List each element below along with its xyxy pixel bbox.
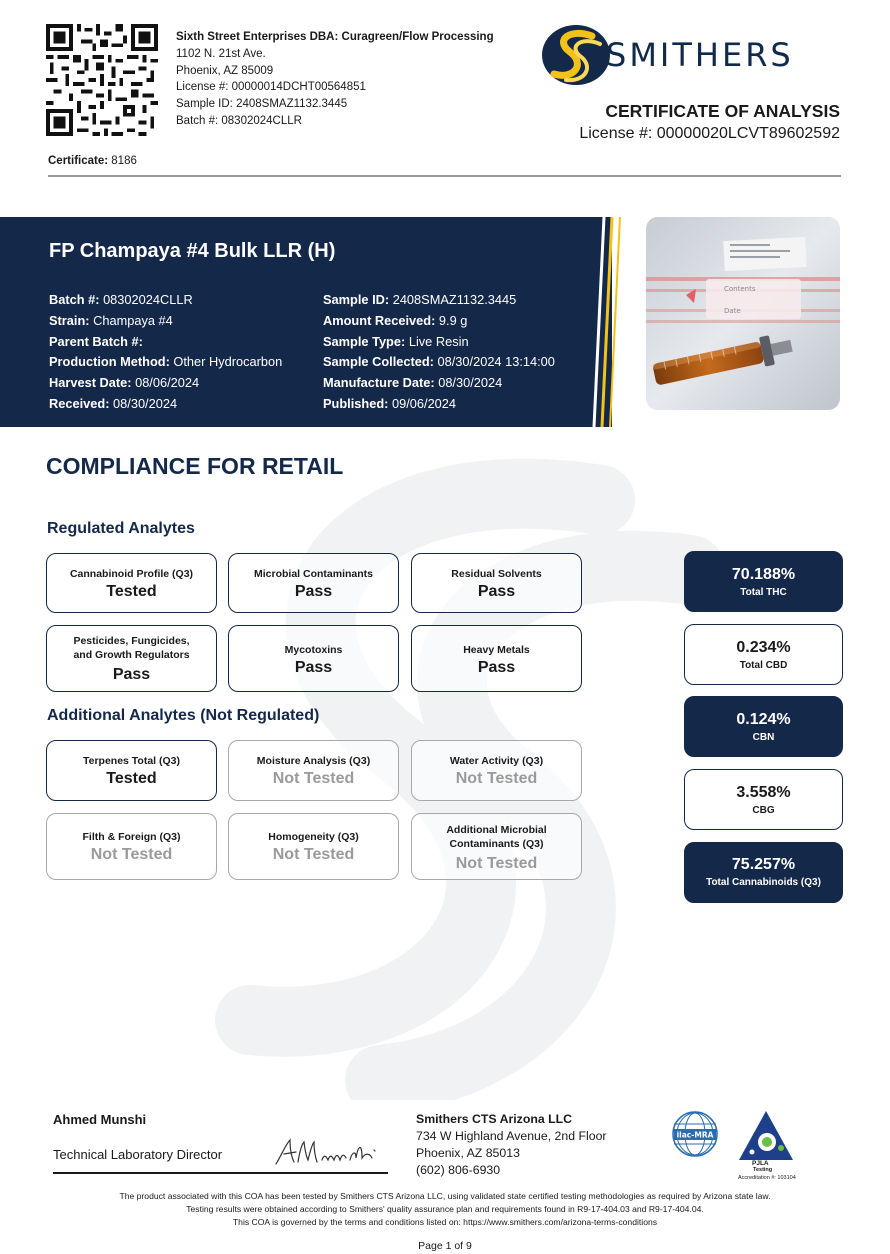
stat-value: 0.124% [736, 711, 791, 728]
tile-status: Not Tested [272, 770, 355, 787]
detail-row: Strain: Champaya #4 [49, 312, 173, 328]
tile-status: Not Tested [90, 846, 173, 863]
stat-total-cbd [684, 624, 843, 685]
certificate-number [48, 155, 137, 167]
certificate-label: Certificate: [48, 155, 109, 167]
svg-text:ilac-MRA: ilac-MRA [676, 1130, 714, 1140]
tile-moisture-analysis[interactable]: Moisture Analysis (Q3) Not Tested [228, 740, 399, 801]
coa-title: CERTIFICATE OF ANALYSIS [605, 101, 840, 121]
signer-title: Technical Laboratory Director [53, 1147, 223, 1162]
detail-row: Received: 08/30/2024 [49, 395, 178, 411]
stat-value: 3.558% [736, 784, 791, 801]
tile-mycotoxins[interactable]: Mycotoxins Pass [228, 625, 399, 692]
stat-label: Total THC [740, 587, 787, 598]
tile-status: Pass [477, 659, 516, 676]
regulated-analytes-heading: Regulated Analytes [47, 520, 195, 537]
ilac-mra-icon [670, 1110, 720, 1158]
stat-label: CBG [752, 805, 775, 816]
svg-text:Contents: Contents [724, 285, 756, 293]
lab-phone: (602) 806-6930 [416, 1163, 501, 1177]
tile-pesticides[interactable]: Pesticides, Fungicides, and Growth Regulators Pass [46, 625, 217, 692]
handwritten-signature [272, 1136, 382, 1168]
tile-terpenes-total[interactable]: Terpenes Total (Q3) Tested [46, 740, 217, 801]
sample-photo-image [646, 217, 840, 410]
tile-cannabinoid-profile[interactable]: Cannabinoid Profile (Q3) Tested [46, 553, 217, 613]
detail-row: Sample ID: 2408SMAZ1132.3445 [323, 292, 517, 307]
tile-status: Tested [106, 583, 157, 600]
tile-additional-microbial[interactable]: Additional Microbial Contaminants (Q3) Not Tested [411, 813, 582, 880]
tile-heavy-metals[interactable]: Heavy Metals Pass [411, 625, 582, 692]
signer-name: Ahmed Munshi [53, 1112, 147, 1127]
detail-row: Harvest Date: 08/06/2024 [49, 375, 200, 391]
detail-row: Manufacture Date: 08/30/2024 [323, 375, 503, 391]
tile-status: Not Tested [272, 846, 355, 863]
detail-row: Production Method: Other Hydrocarbon [49, 354, 283, 370]
certificate-value: 8186 [111, 155, 137, 167]
lab-license: License #: 00000020LCVT89602592 [579, 125, 840, 142]
pjla-accreditation-icon [736, 1108, 796, 1168]
tile-status: Pass [112, 666, 151, 683]
tile-status: Not Tested [455, 855, 538, 872]
additional-analytes-heading: Additional Analytes (Not Regulated) [47, 707, 320, 724]
product-title: FP Champaya #4 Bulk LLR (H) [49, 240, 336, 262]
pjla-label: PJLA Testing [752, 1160, 773, 1173]
product-details-left [49, 290, 282, 415]
svg-text:Date: Date [724, 307, 741, 315]
sample-photo [646, 217, 840, 410]
tile-status: Pass [294, 659, 333, 676]
client-sample-id: Sample ID: 2408SMAZ1132.3445 [176, 98, 348, 111]
signature-line [53, 1172, 388, 1174]
page-number: Page 1 of 9 [418, 1240, 472, 1252]
tile-homogeneity[interactable]: Homogeneity (Q3) Not Tested [228, 813, 399, 880]
detail-row: Batch #: 08302024CLLR [49, 292, 193, 307]
stat-label: Total CBD [739, 660, 788, 671]
terms-link[interactable]: This COA is governed by the terms and conditions listed on: https://www.smithers.com/arizona-terms-conditions [232, 1217, 658, 1227]
tile-residual-solvents[interactable]: Residual Solvents Pass [411, 553, 582, 613]
stat-total-thc [684, 551, 843, 612]
stat-cbn [684, 696, 843, 757]
tile-status: Pass [294, 583, 333, 600]
tile-microbial-contaminants[interactable]: Microbial Contaminants Pass [228, 553, 399, 613]
lab-address: Smithers CTS Arizona LLC 734 W Highland Avenue, 2nd Floor Phoenix, AZ 85013 (602) 806-6930 [416, 1112, 607, 1177]
header-divider [48, 175, 841, 177]
detail-row: Published: 09/06/2024 [323, 395, 457, 411]
stat-label: CBN [752, 732, 775, 743]
detail-row: Sample Type: Live Resin [323, 333, 469, 349]
client-info [176, 29, 494, 130]
banner-accent-stripes [588, 217, 628, 427]
stat-value: 0.234% [736, 639, 791, 656]
detail-row: Sample Collected: 08/30/2024 13:14:00 [323, 354, 555, 370]
client-batch: Batch #: 08302024CLLR [176, 114, 302, 127]
compliance-heading: COMPLIANCE FOR RETAIL [46, 453, 344, 479]
client-license: License #: 00000014DCHT00564851 [176, 81, 366, 94]
tile-status: Not Tested [455, 770, 538, 787]
qr-code[interactable] [46, 24, 158, 136]
detail-row: Amount Received: 9.9 g [323, 312, 468, 328]
tile-filth-foreign[interactable]: Filth & Foreign (Q3) Not Tested [46, 813, 217, 880]
accreditation-number: Accreditation #: 103104 [738, 1175, 796, 1181]
stat-value: 75.257% [731, 856, 796, 873]
stat-label: Total Cannabinoids (Q3) [706, 877, 821, 888]
client-address-line1: 1102 N. 21st Ave. [176, 47, 266, 60]
tile-status: Tested [106, 770, 157, 787]
stat-cbg [684, 769, 843, 830]
tile-water-activity[interactable]: Water Activity (Q3) Not Tested [411, 740, 582, 801]
disclaimer: The product associated with this COA has been tested by Smithers CTS Arizona LLC, using validated state certified testing methodologies as required by Arizona state law. Testing results were obtained according to Smithers' quality assurance plan and requirements found in R9-17-404.03 and R9-17-404.04. This COA is governed by the terms and conditions listed on: https://www.smithers.com/arizona-terms-conditions [40, 1190, 850, 1229]
smithers-logo-text: SMITHERS [606, 36, 794, 74]
stat-total-cannabinoids [684, 842, 843, 903]
stat-value: 70.188% [731, 566, 796, 583]
detail-row: Parent Batch #: [49, 333, 143, 349]
product-details-right [323, 290, 555, 415]
tile-status: Pass [477, 583, 516, 600]
lab-name: Smithers CTS Arizona LLC [416, 1112, 573, 1126]
client-company: Sixth Street Enterprises DBA: Curagreen/Flow Processing [176, 31, 494, 43]
client-address-line2: Phoenix, AZ 85009 [176, 64, 274, 77]
